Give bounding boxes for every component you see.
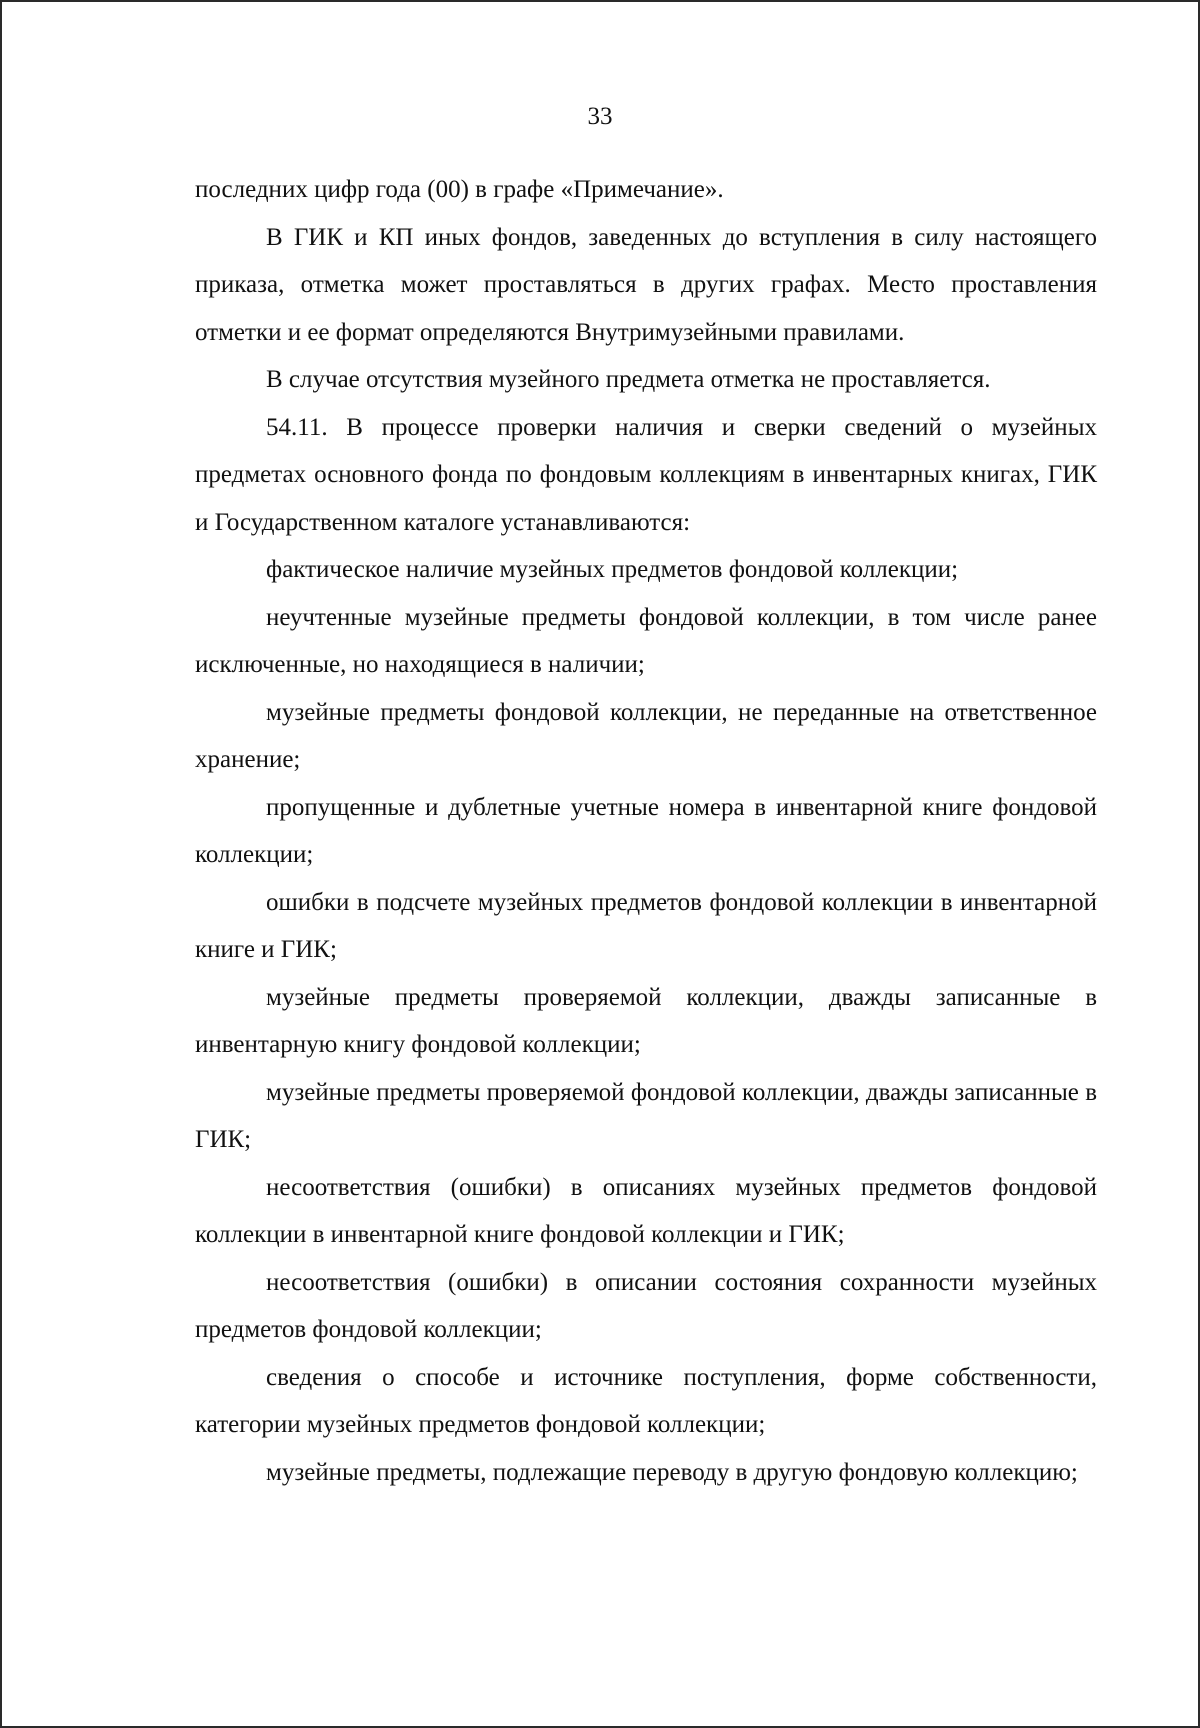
list-item: музейные предметы, подлежащие переводу в другую фондовую коллекцию; [266,1458,1078,1486]
list-item: фактическое наличие музейных предметов фондовой коллекции; [266,556,959,583]
list-item: сведения о способе и источнике поступления, форме собственности, категории музейных предметов фондовой коллекции; [195,1363,1097,1438]
list-item: музейные предметы фондовой коллекции, не переданные на ответственное хранение; [195,698,1097,773]
paragraph-continuation: последних цифр года (00) в графе «Примечание». [195,176,724,203]
list-item: музейные предметы проверяемой коллекции, дважды записанные в инвентарную книгу фондовой коллекции; [195,983,1097,1058]
list-item: музейные предметы проверяемой фондовой коллекции, дважды записанные в ГИК; [195,1078,1097,1153]
document-body [195,166,1097,1496]
list-item: несоответствия (ошибки) в описаниях музейных предметов фондовой коллекции в инвентарной книге фондовой коллекции и ГИК; [195,1173,1097,1248]
list-item: несоответствия (ошибки) в описании состояния сохранности музейных предметов фондовой коллекции; [195,1268,1097,1343]
paragraph: В случае отсутствия музейного предмета отметка не проставляется. [266,366,991,393]
paragraph-section-54-11: 54.11. В процессе проверки наличия и сверки сведений о музейных предметах основного фонда по фондовым коллекциям в инвентарных книгах, ГИК и Государственном каталоге устанавливаются: [195,413,1097,536]
list-item: ошибки в подсчете музейных предметов фондовой коллекции в инвентарной книге и ГИК; [195,888,1097,963]
list-item: пропущенные и дублетные учетные номера в инвентарной книге фондовой коллекции; [195,793,1097,868]
list-item: неучтенные музейные предметы фондовой коллекции, в том числе ранее исключенные, но находящиеся в наличии; [195,603,1097,678]
page-number: 33 [587,103,613,130]
paragraph: В ГИК и КП иных фондов, заведенных до вступления в силу настоящего приказа, отметка может проставляться в других графах. Место проставления отметки и ее формат определяются Внутримузейными правилами. [195,223,1097,346]
